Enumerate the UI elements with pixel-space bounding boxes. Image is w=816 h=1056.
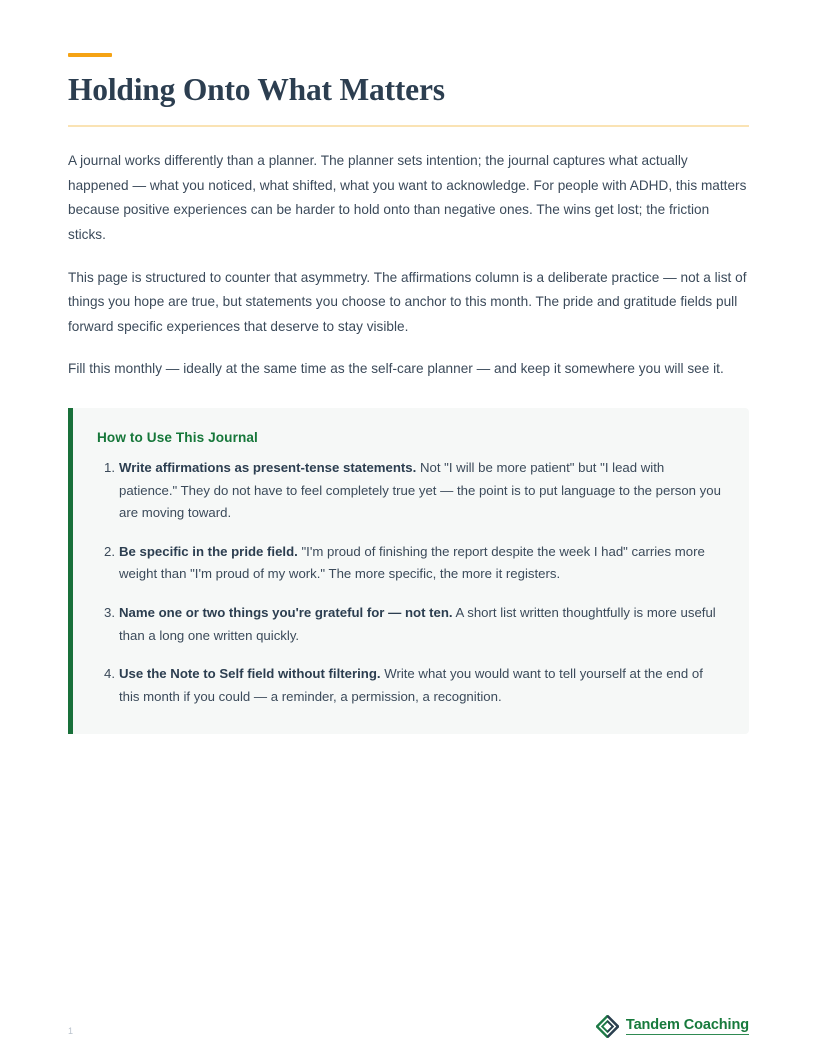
brand-logo xyxy=(596,1015,749,1038)
step-body: Not "I will be more patient" but "I lead with patience." They do not have to feel completely true yet — the point is to put language to the person you are moving toward. xyxy=(119,460,721,521)
how-to-use-callout xyxy=(68,408,749,734)
title-accent-bar xyxy=(68,53,112,57)
list-item xyxy=(119,602,723,647)
list-item xyxy=(119,663,723,708)
page-title: Holding Onto What Matters xyxy=(68,72,445,107)
intro-paragraph-3: Fill this monthly — ideally at the same time as the self-care planner — and keep it somewhere you will see it. xyxy=(68,361,724,377)
step-lead: Be specific in the pride field. xyxy=(119,543,298,559)
step-body: "I'm proud of finishing the report despite the week I had" carries more weight than "I'm proud of my work." The more specific, the more it registers. xyxy=(119,543,705,582)
step-lead: Write affirmations as present-tense statements. xyxy=(119,460,417,476)
intro-paragraph-2: This page is structured to counter that asymmetry. The affirmations column is a deliberate practice — not a list of things you hope are true, but statements you choose to anchor to this month. The pride and gratitude fields pull forward specific experiences that deserve to stay visible. xyxy=(68,269,747,334)
intro-section xyxy=(68,149,749,382)
instruction-list xyxy=(97,457,723,708)
page-content xyxy=(68,0,749,734)
intro-paragraph-1: A journal works differently than a planner. The planner sets intention; the journal captures what actually happened — what you noticed, what shifted, what you want to acknowledge. For people with ADHD, this matters because positive experiences can be harder to hold onto than negative ones. The wins get lost; the friction sticks. xyxy=(68,153,747,243)
title-divider xyxy=(68,125,749,127)
diamond-logo-icon xyxy=(596,1015,619,1038)
page-number: 1 xyxy=(68,1026,74,1036)
brand-name: Tandem Coaching xyxy=(626,1018,749,1036)
step-lead: Name one or two things you're grateful for — not ten. xyxy=(119,604,453,620)
list-item xyxy=(119,457,723,525)
page-footer xyxy=(0,996,816,1056)
step-body: A short list written thoughtfully is more useful than a long one written quickly. xyxy=(119,604,716,643)
step-lead: Use the Note to Self field without filtering. xyxy=(119,666,381,682)
list-item xyxy=(119,541,723,586)
step-body: Write what you would want to tell yourself at the end of this month if you could — a reminder, a permission, a recognition. xyxy=(119,666,703,704)
callout-heading: How to Use This Journal xyxy=(97,430,258,446)
